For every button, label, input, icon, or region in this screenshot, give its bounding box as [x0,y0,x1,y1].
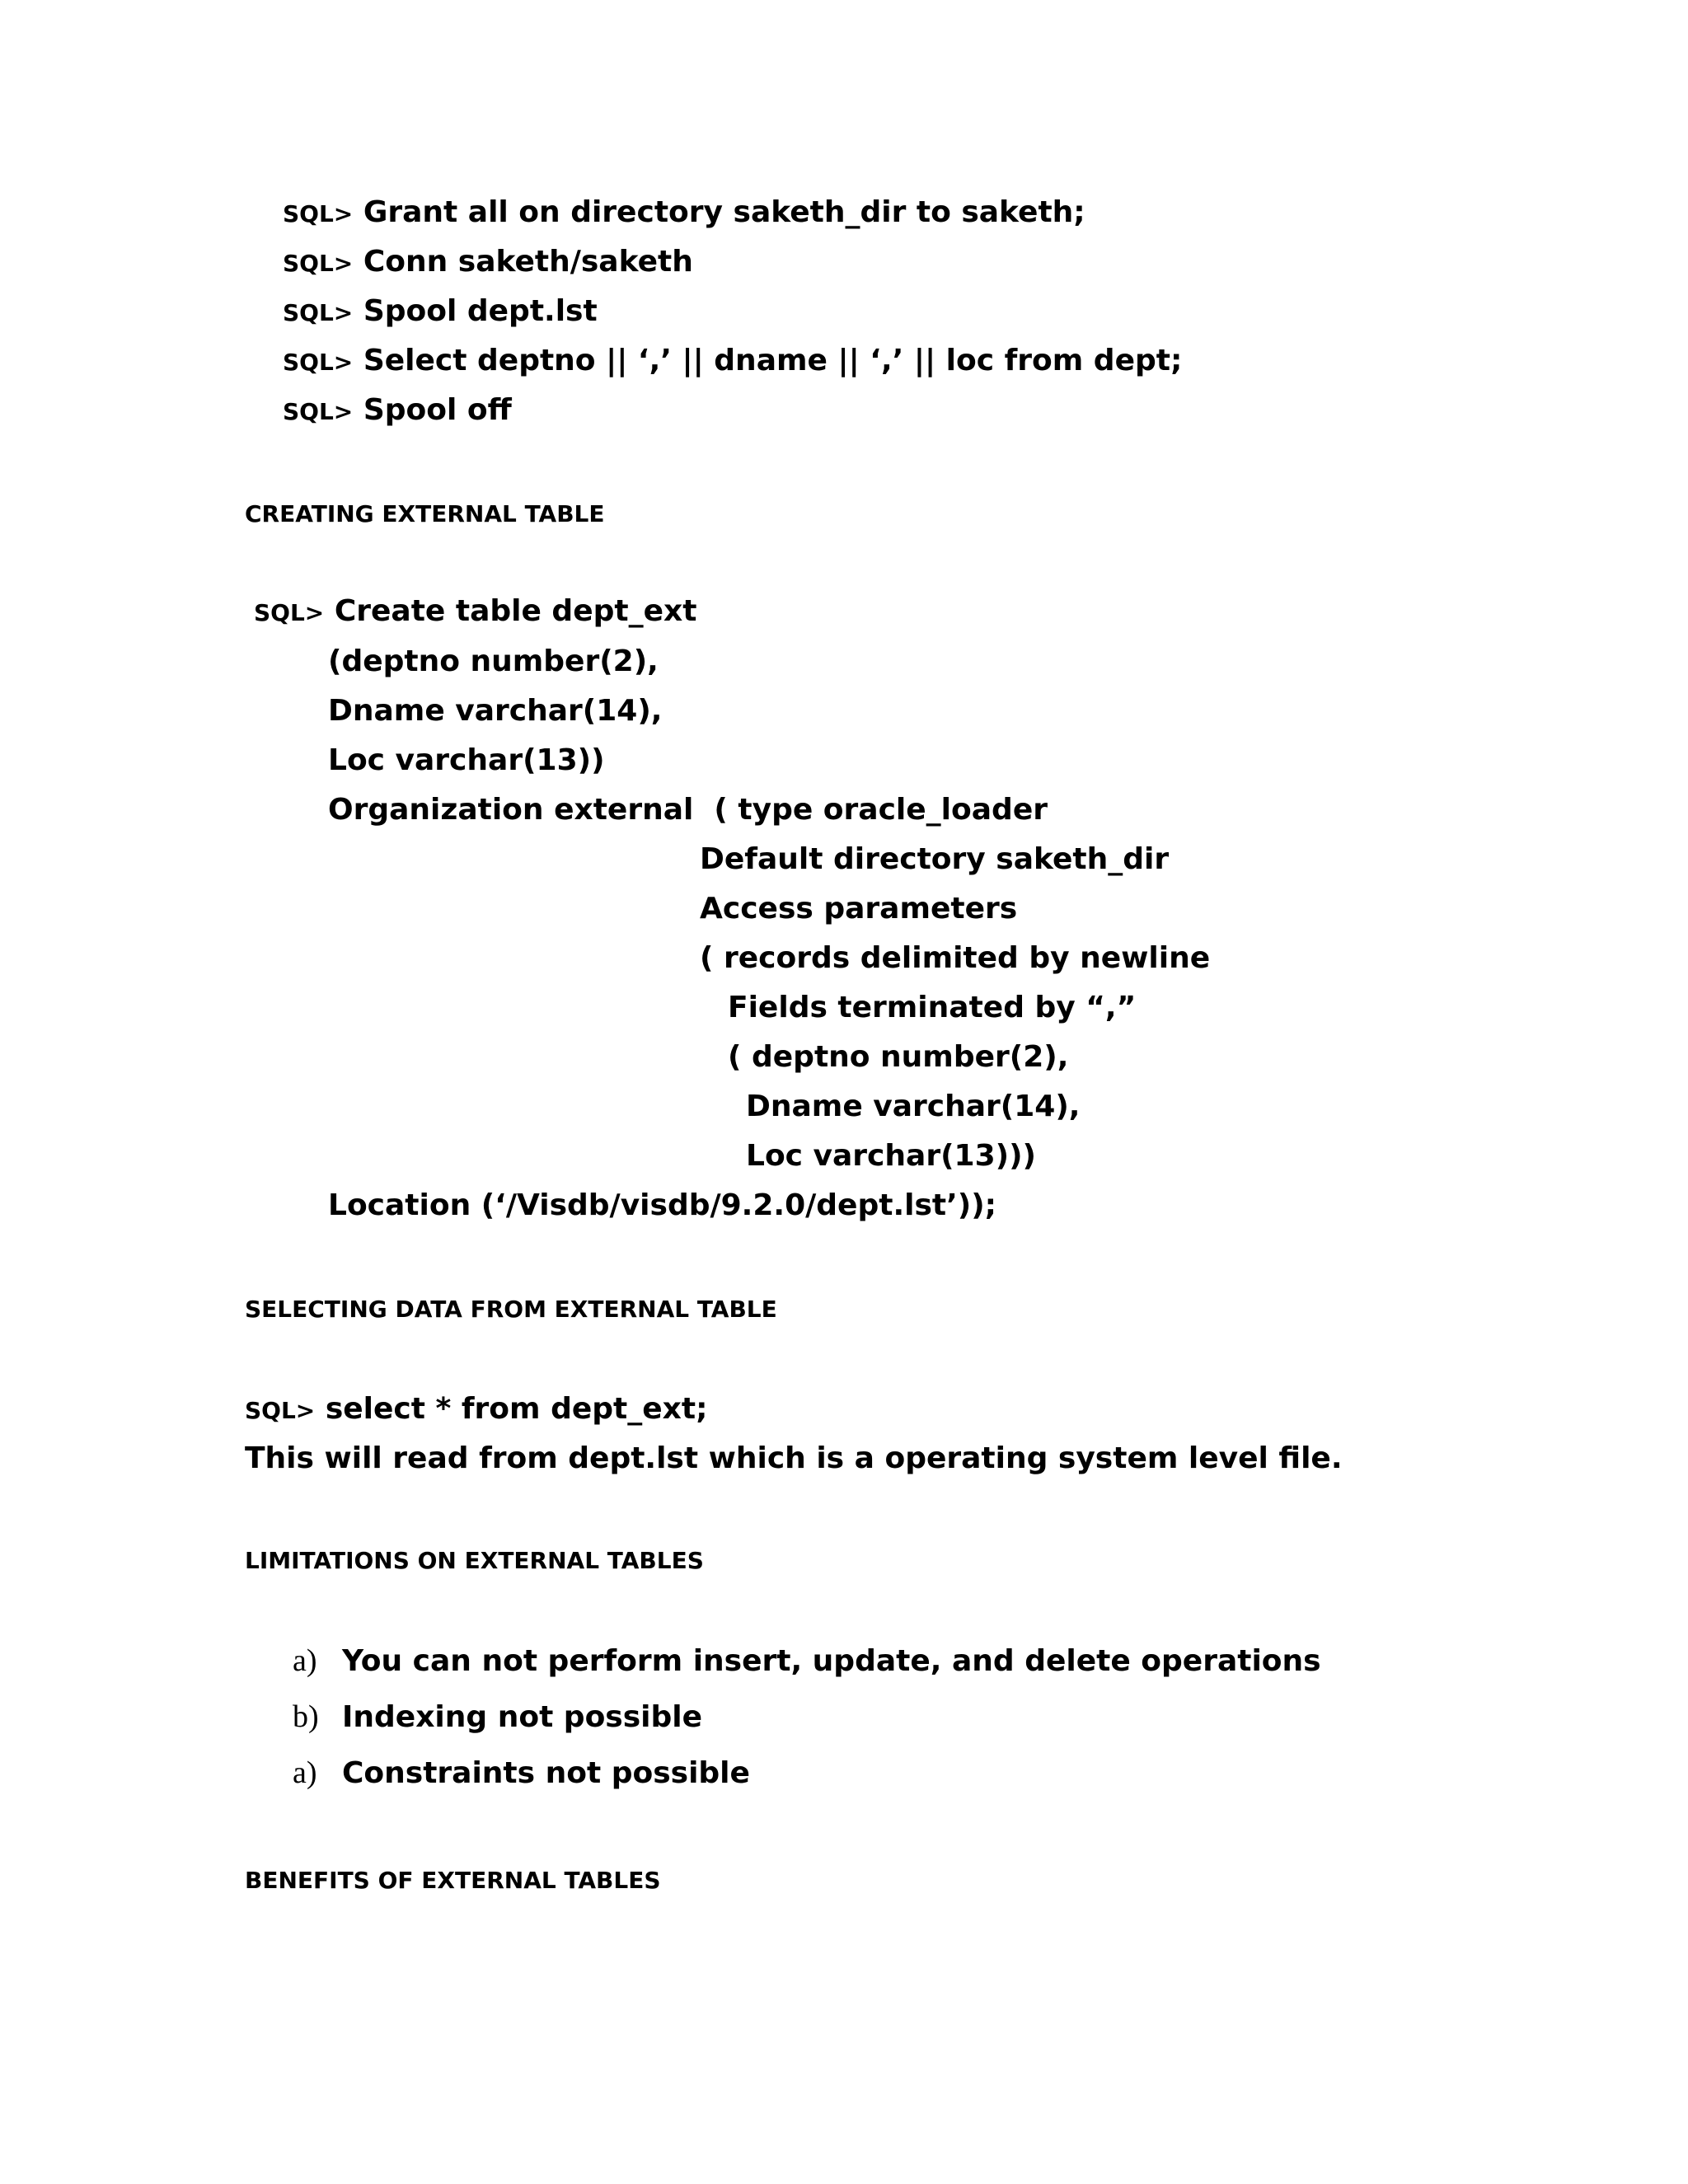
sql-command: Conn saketh/saketh [363,245,693,279]
sql-line-select [283,343,1182,381]
sql-prompt: SQL> [283,349,354,376]
section-heading-benefits: BENEFITS OF EXTERNAL TABLES [245,1867,661,1894]
sql-command: Spool off [363,393,512,427]
create-line-field-loc: Loc varchar(13))) [746,1139,1036,1173]
sql-line-grant [283,194,1085,232]
create-line-location: Location (‘/Visdb/visdb/9.2.0/dept.lst’)); [328,1188,997,1222]
create-line-records-delimited: ( records delimited by newline [700,941,1211,975]
sql-prompt: SQL> [254,599,325,626]
sql-command: select * from dept_ext; [325,1392,708,1426]
sql-command: Grant all on directory saketh_dir to saketh; [363,195,1085,229]
sql-prompt: SQL> [245,1397,316,1424]
create-table-line [254,593,696,631]
section-heading-creating: CREATING EXTERNAL TABLE [245,500,605,527]
create-line-organization: Organization external ( type oracle_loader [328,793,1048,827]
sql-line-spool [283,293,598,331]
sql-prompt: SQL> [283,398,354,425]
limitation-item [293,1755,750,1792]
select-note: This will read from dept.lst which is a operating system level file. [245,1441,1343,1475]
create-line-deptno: (deptno number(2), [328,644,659,678]
limitation-text: Constraints not possible [342,1756,750,1790]
sql-prompt: SQL> [283,250,354,277]
sql-command: Select deptno || ‘,’ || dname || ‘,’ || loc from dept; [363,344,1183,377]
create-line-dname: Dname varchar(14), [328,694,663,728]
limitation-item [293,1643,1321,1680]
sql-prompt: SQL> [283,200,354,227]
create-line-loc: Loc varchar(13)) [328,743,605,777]
create-line-default-directory: Default directory saketh_dir [700,842,1170,876]
list-marker: a) [293,1755,317,1790]
create-line-field-dname: Dname varchar(14), [746,1090,1081,1123]
create-line-access-parameters: Access parameters [700,892,1018,926]
section-heading-limitations: LIMITATIONS ON EXTERNAL TABLES [245,1547,704,1574]
sql-command: Spool dept.lst [363,294,598,328]
create-line-fields-terminated: Fields terminated by “,” [728,991,1137,1024]
section-heading-selecting: SELECTING DATA FROM EXTERNAL TABLE [245,1296,777,1323]
sql-line-conn [283,244,693,282]
limitation-text: Indexing not possible [342,1700,703,1734]
create-line-field-deptno: ( deptno number(2), [728,1040,1069,1074]
sql-prompt: SQL> [283,299,354,326]
sql-line-spool-off [283,392,512,430]
sql-command: Create table dept_ext [334,594,697,628]
list-marker: a) [293,1643,317,1678]
list-marker: b) [293,1699,319,1734]
limitation-item [293,1699,702,1736]
select-line [245,1391,707,1429]
limitation-text: You can not perform insert, update, and delete operations [342,1644,1321,1678]
